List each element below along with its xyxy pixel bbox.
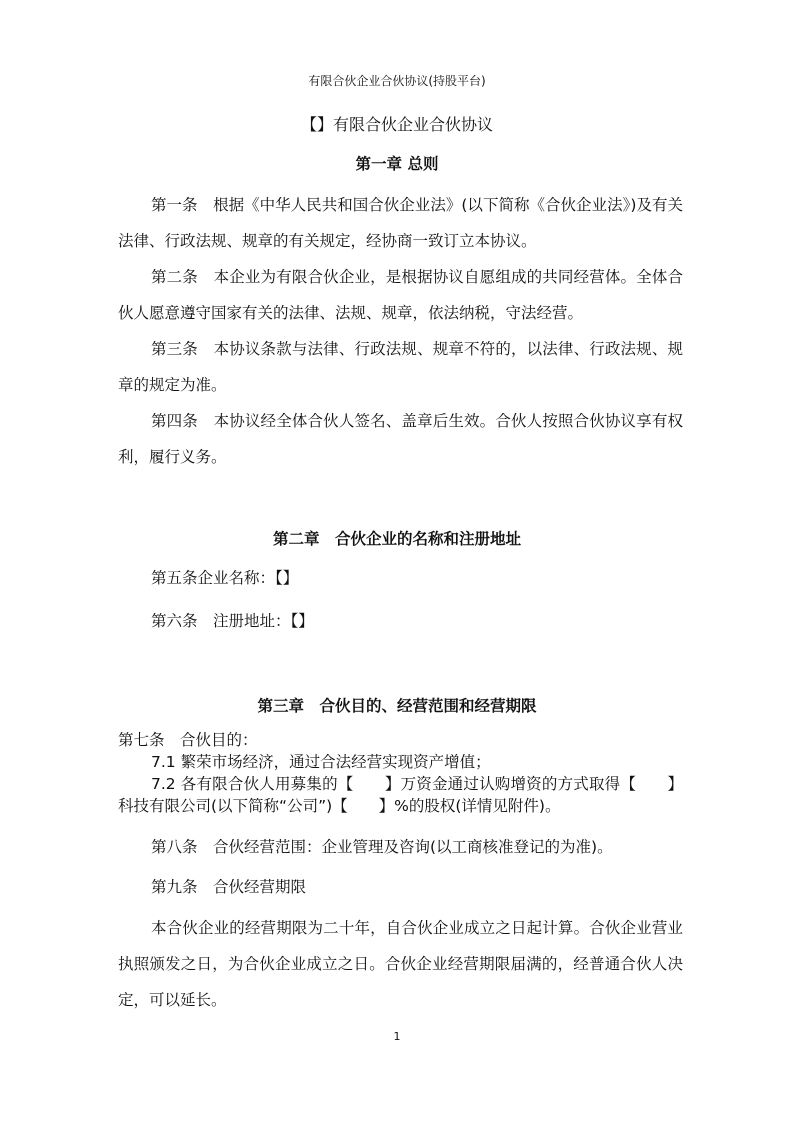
page-number: 1 — [393, 1030, 401, 1043]
article-8: 第八条 合伙经营范围：企业管理及咨询(以工商核准登记的为准)。 — [151, 838, 613, 856]
article-7-1: 7.1 繁荣市场经济，通过合法经营实现资产增值； — [151, 753, 491, 771]
article-7 — [118, 729, 683, 817]
article-6: 第六条 注册地址：【】 — [151, 612, 314, 630]
article-9-body: 本合伙企业的经营期限为二十年，自合伙企业成立之日起计算。合伙企业营业执照颁发之日，为合伙企业成立之日。合伙企业经营期限届满的，经普通合伙人决定，可以延长。 — [118, 919, 683, 1009]
article-5: 第五条企业名称：【】 — [151, 569, 299, 587]
article-7-2: 7.2 各有限合伙人用募集的【 】万资金通过认购增资的方式取得【 】科技有限公司(以下简称“公司”)【 】%的股权(详情见附件)。 — [118, 775, 683, 815]
chapter-1-heading: 第一章 总则 — [355, 155, 439, 173]
running-header: 有限合伙企业合伙协议(持股平台) — [308, 74, 486, 88]
chapter-2-heading: 第二章 合伙企业的名称和注册地址 — [272, 530, 521, 548]
article-2: 第二条 本企业为有限合伙企业，是根据协议自愿组成的共同经营体。全体合伙人愿意遵守国家有关的法律、法规、规章，依法纳税，守法经营。 — [118, 268, 683, 322]
chapter-3-heading: 第三章 合伙目的、经营范围和经营期限 — [257, 697, 537, 715]
article-1: 第一条 根据《中华人民共和国合伙企业法》(以下简称《合伙企业法》)及有关法律、行政法规、规章的有关规定，经协商一致订立本协议。 — [118, 196, 683, 250]
article-3: 第三条 本协议条款与法律、行政法规、规章不符的，以法律、行政法规、规章的规定为准。 — [118, 340, 683, 394]
article-7-title: 第七条 合伙目的： — [118, 731, 258, 749]
document-title: 【】有限合伙企业合伙协议 — [300, 115, 493, 134]
article-4: 第四条 本协议经全体合伙人签名、盖章后生效。合伙人按照合伙协议享有权利，履行义务。 — [118, 412, 683, 466]
article-9-title: 第九条 合伙经营期限 — [151, 878, 307, 896]
